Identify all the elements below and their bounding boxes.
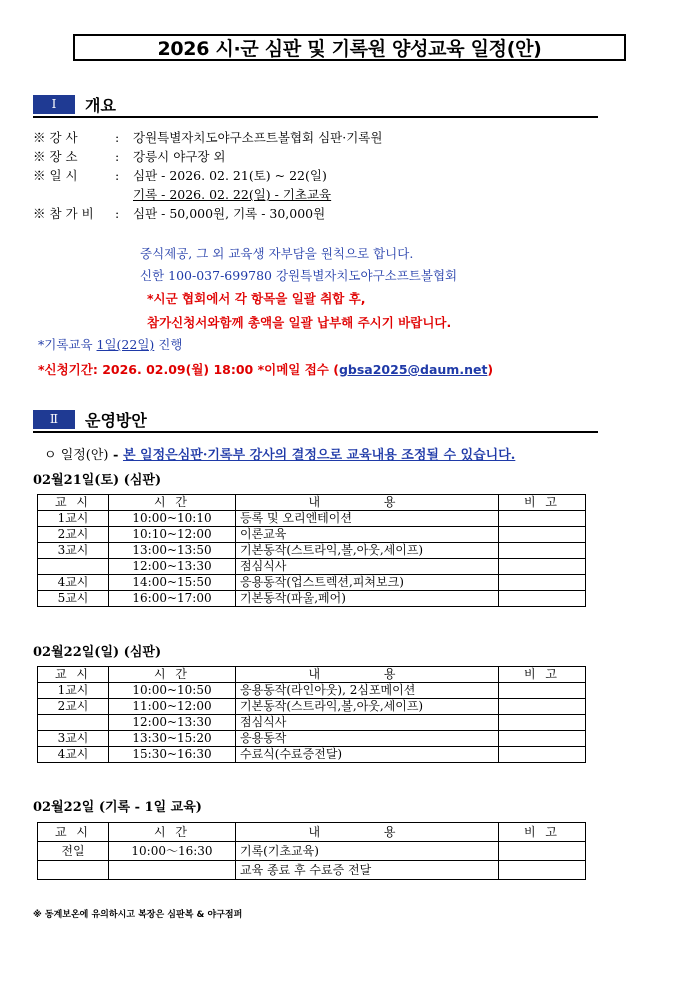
section-title: 운영방안 [85, 410, 147, 430]
table-row: 12:00~13:30 점심식사 [38, 559, 586, 575]
table-row: 3교시 13:00~13:50 기본동작(스트라익,볼,아웃,세이프) [38, 543, 586, 559]
section-title: 개요 [85, 95, 116, 115]
bank-account: 신한 100-037-699780 강원특별자치도야구소프트볼협회 [140, 268, 458, 283]
record-education-note: *기록교육 1일(22일) 진행 [38, 337, 183, 352]
section-number: Ⅱ [33, 410, 75, 429]
day1-heading: 02월21일(토) (심판) [33, 473, 162, 488]
day3-heading: 02월22일 (기록 - 1일 교육) [33, 800, 202, 815]
table-row: 4교시 15:30~16:30 수료식(수료증전달) [38, 747, 586, 763]
info-row-date-record: 기록 - 2026. 02. 22(일) - 기초교육 [133, 187, 332, 202]
table-row: 2교시 10:10~12:00 이론교육 [38, 527, 586, 543]
day2-heading: 02월22일(일) (심판) [33, 645, 162, 660]
record-schedule-table [37, 822, 586, 880]
warning-line-2: 참가신청서와함께 총액을 일괄 납부해 주시기 바랍니다. [147, 315, 452, 330]
fee-note: 중식제공, 그 외 교육생 자부담을 원칙으로 합니다. [140, 246, 414, 261]
table-row: 2교시 11:00~12:00 기본동작(스트라익,볼,아웃,세이프) [38, 699, 586, 715]
info-row-venue: ※ 장 소 : 강릉시 야구장 외 [33, 149, 226, 164]
section-number: Ⅰ [33, 95, 75, 114]
document-title: 2026 시·군 심판 및 기록원 양성교육 일정(안) [73, 34, 626, 61]
schedule-note: ㅇ 일정(안) - 본 일정은심판·기록부 강사의 결정으로 교육내용 조정될 수 있습니다. [44, 448, 516, 463]
application-period: *신청기간: 2026. 02.09(월) 18:00 *이메일 접수 (gbsa2025@daum.net) [38, 362, 494, 377]
table-header-row: 교 시 시 간 내 용 비 고 [38, 823, 586, 842]
info-row-date: ※ 일 시 : 심판 - 2026. 02. 21(토) ~ 22(일) [33, 168, 327, 183]
table-row: 4교시 14:00~15:50 응용동작(업스트렉션,피쳐보크) [38, 575, 586, 591]
table-header-row: 교 시 시 간 내 용 비 고 [38, 495, 586, 511]
warning-line-1: *시군 협회에서 각 항목을 일괄 취합 후, [147, 291, 366, 306]
table-row: 전일 10:00～16:30 기록(기초교육) [38, 842, 586, 861]
footnote: ※ 동계보온에 유의하시고 복장은 심판복 & 야구점퍼 [33, 910, 243, 920]
table-row: 3교시 13:30~15:20 응용동작 [38, 731, 586, 747]
info-row-instructor: ※ 강 사 : 강원특별자치도야구소프트볼협회 심판·기록원 [33, 130, 383, 145]
section-header-overview [33, 92, 598, 118]
table-row: 1교시 10:00~10:10 등록 및 오리엔테이션 [38, 511, 586, 527]
email-link[interactable]: gbsa2025@daum.net [338, 362, 488, 377]
info-row-fee: ※ 참 가 비 : 심판 - 50,000원, 기록 - 30,000원 [33, 206, 326, 221]
table-row: 1교시 10:00~10:50 응용동작(라인아웃), 2심포메이션 [38, 683, 586, 699]
table-row: 5교시 16:00~17:00 기본동작(파울,페어) [38, 591, 586, 607]
table-row: 교육 종료 후 수료증 전달 [38, 861, 586, 880]
table-row: 12:00~13:30 점심식사 [38, 715, 586, 731]
section-header-operation [33, 407, 598, 433]
table-header-row: 교 시 시 간 내 용 비 고 [38, 667, 586, 683]
day1-schedule-table [37, 494, 586, 607]
day2-schedule-table [37, 666, 586, 763]
info-list [33, 128, 382, 223]
